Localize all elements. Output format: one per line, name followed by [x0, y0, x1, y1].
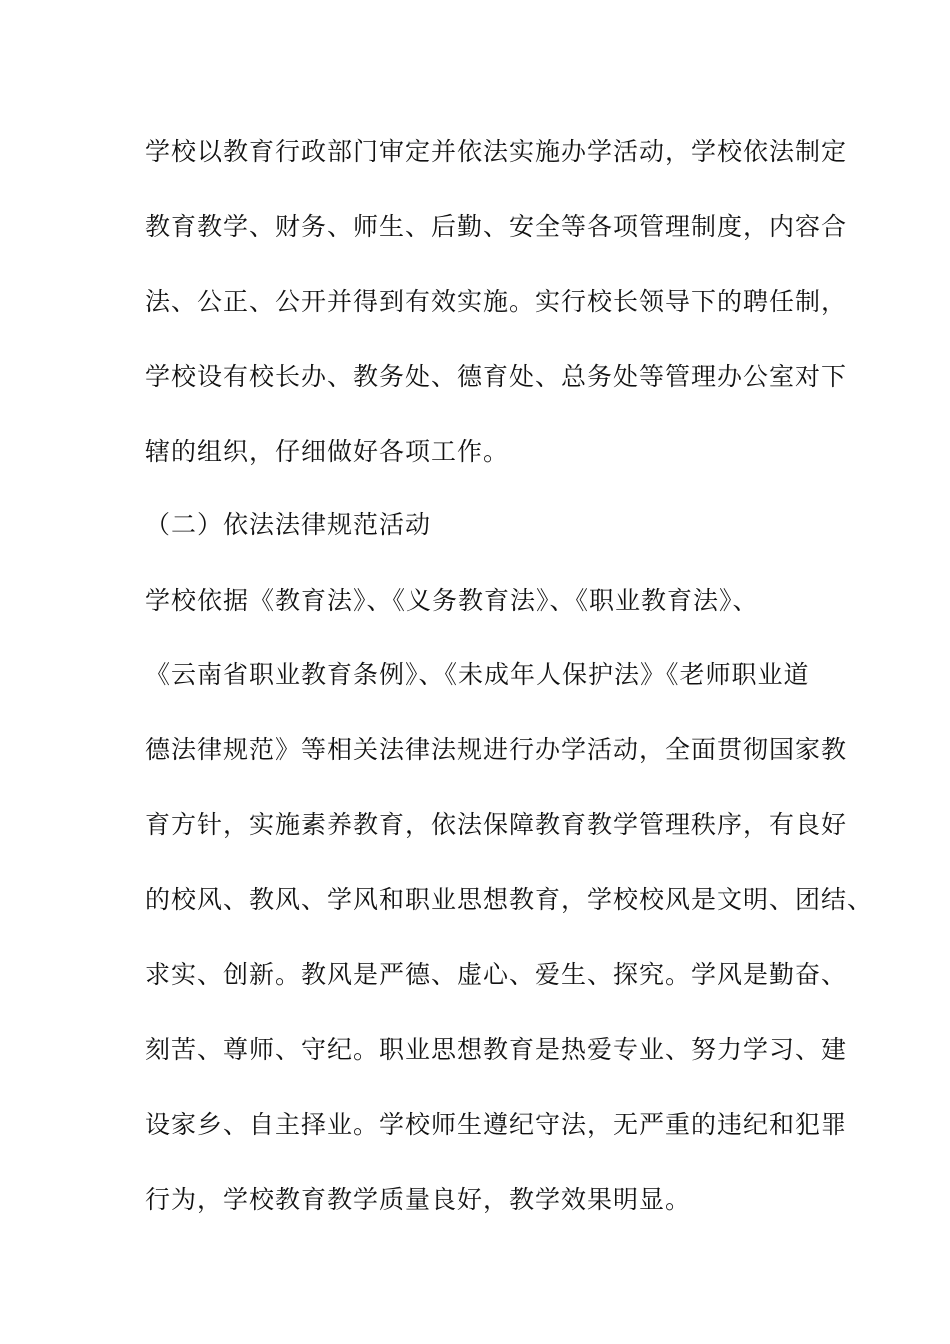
paragraph-line: 育方针，实施素养教育，依法保障教育教学管理秩序，有良好: [145, 810, 848, 839]
paragraph-line: 行为，学校教育教学质量良好，教学效果明显。: [145, 1185, 692, 1214]
paragraph-line: 德法律规范》等相关法律法规进行办学活动，全面贯彻国家教: [145, 735, 848, 764]
paragraph-line: 法、公正、公开并得到有效实施。实行校长领导下的聘任制，: [145, 287, 848, 316]
paragraph-line: 教育教学、财务、师生、后勤、安全等各项管理制度，内容合: [145, 212, 848, 241]
paragraph-line: 学校以教育行政部门审定并依法实施办学活动，学校依法制定: [145, 137, 848, 166]
paragraph-line: 的校风、教风、学风和职业思想教育，学校校风是文明、团结、: [145, 885, 874, 914]
paragraph-line: 学校依据《教育法》、《义务教育法》、《职业教育法》、: [145, 586, 759, 615]
paragraph-line: 设家乡、自主择业。学校师生遵纪守法，无严重的违纪和犯罪: [145, 1110, 848, 1139]
paragraph-line: 刻苦、尊师、守纪。职业思想教育是热爱专业、努力学习、建: [145, 1035, 848, 1064]
section-heading: （二）依法法律规范活动: [145, 510, 432, 539]
paragraph-line: 学校设有校长办、教务处、德育处、总务处等管理办公室对下: [145, 362, 848, 391]
paragraph-line: 辖的组织，仔细做好各项工作。: [145, 437, 510, 466]
paragraph-line: 求实、创新。教风是严德、虚心、爱生、探究。学风是勤奋、: [145, 960, 848, 989]
paragraph-line: 《云南省职业教育条例》、《未成年人保护法》《老师职业道: [145, 660, 810, 689]
